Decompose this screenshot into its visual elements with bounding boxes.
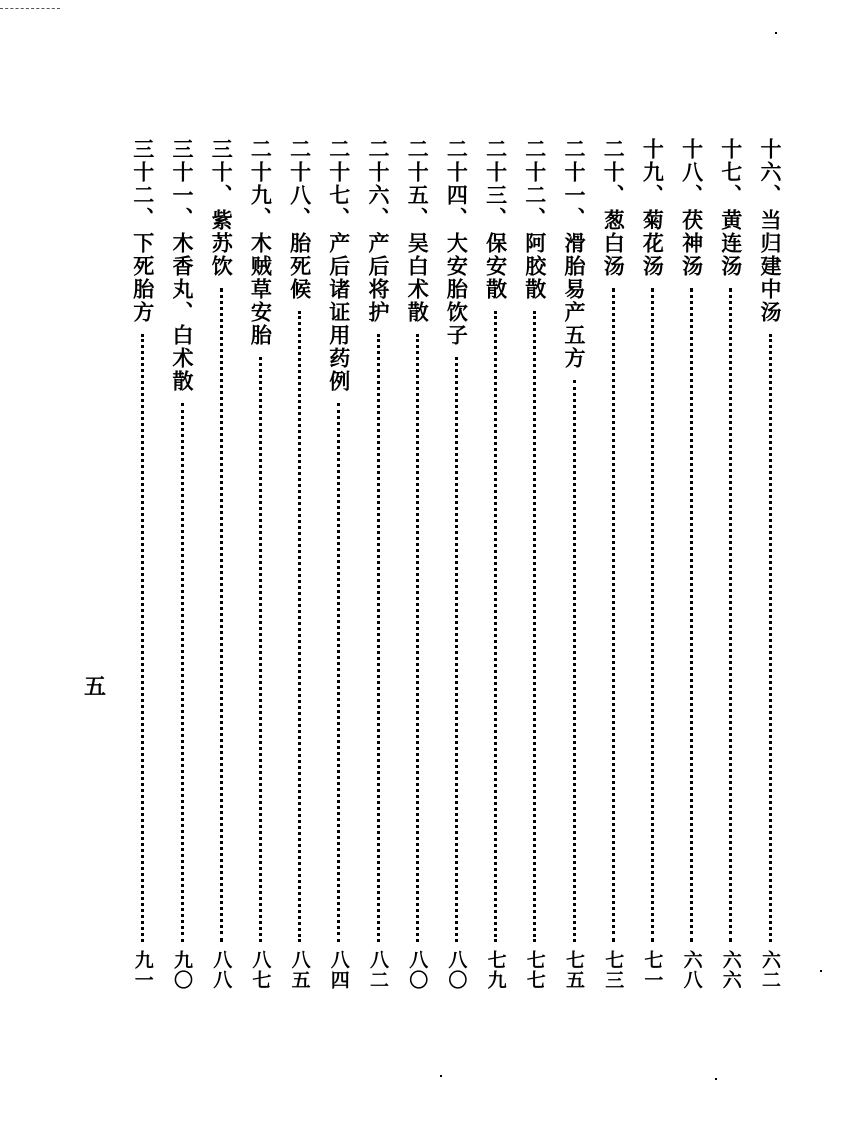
entry-page: 七一: [641, 950, 664, 990]
entry-page: 六八: [680, 950, 703, 990]
scan-speck: [775, 32, 777, 34]
toc-entry: [561, 138, 587, 990]
toc-entry: [169, 138, 195, 990]
entry-title: 大安胎饮子: [444, 232, 470, 347]
dot-leader: [259, 357, 262, 942]
entry-page: 八〇: [406, 950, 429, 990]
dot-leader: [573, 380, 576, 942]
dot-leader: [220, 288, 223, 942]
dot-leader: [455, 357, 458, 942]
dot-leader: [651, 288, 654, 942]
toc-entry: [522, 138, 548, 990]
toc-entry: [718, 138, 744, 990]
dot-leader: [690, 288, 693, 942]
scan-edge-mark: [0, 8, 60, 9]
entry-page: 七七: [523, 950, 546, 990]
entry-title: 当归建中汤: [758, 209, 783, 324]
entry-number: 二十、: [601, 138, 627, 207]
entry-number: 十六、: [758, 138, 783, 207]
scan-speck: [440, 1075, 442, 1077]
entry-page: 六六: [719, 950, 742, 990]
dot-leader: [769, 334, 772, 942]
toc-entry: [130, 138, 156, 990]
dot-leader: [141, 334, 144, 942]
entry-number: 二十九、: [248, 138, 274, 230]
entry-number: 二十八、: [287, 138, 313, 230]
entry-number: 二十六、: [366, 138, 391, 230]
entry-number: 二十三、: [483, 138, 509, 230]
toc-entry: [443, 138, 469, 990]
entry-page: 六二: [759, 950, 781, 990]
entry-title: 保安散: [483, 232, 509, 301]
entry-title: 下死胎方: [130, 232, 156, 324]
entry-page: 九一: [131, 950, 154, 990]
entry-page: 七五: [563, 950, 585, 990]
toc-entry: [247, 138, 273, 990]
entry-title: 滑胎易产五方: [562, 232, 587, 370]
entry-page: 九〇: [171, 950, 193, 990]
entry-page: 八八: [210, 950, 233, 990]
entry-number: 十八、: [679, 138, 705, 207]
entry-page: 八二: [367, 950, 389, 990]
entry-number: 二十四、: [444, 138, 470, 230]
entry-page: 八四: [327, 950, 350, 990]
toc-entry: [483, 138, 509, 990]
entry-number: 二十二、: [522, 138, 548, 230]
entry-title: 葱白汤: [601, 209, 627, 278]
entry-title: 木香丸、白术散: [170, 232, 195, 393]
toc-entry: [404, 138, 430, 990]
toc-entry: [679, 138, 705, 990]
dot-leader: [181, 403, 184, 942]
dot-leader: [377, 334, 380, 942]
entry-title: 茯神汤: [679, 209, 705, 278]
entry-number: 二十一、: [562, 138, 587, 230]
entry-number: 三十二、: [130, 138, 156, 230]
entry-page: 八七: [249, 950, 272, 990]
dot-leader: [298, 311, 301, 942]
entry-number: 二十五、: [405, 138, 431, 230]
dot-leader: [533, 311, 536, 942]
dot-leader: [416, 334, 419, 942]
entry-number: 十九、: [640, 138, 666, 207]
toc-entry: [208, 138, 234, 990]
entry-title: 胎死候: [287, 232, 313, 301]
toc-entry: [639, 138, 665, 990]
entry-number: 三十一、: [170, 138, 195, 230]
scan-speck: [715, 1078, 717, 1080]
toc-entry: [600, 138, 626, 990]
entry-title: 吴白术散: [405, 232, 431, 324]
entry-number: 三十、: [209, 138, 235, 207]
dot-leader: [729, 288, 732, 942]
entry-title: 菊花汤: [640, 209, 666, 278]
entry-page: 七三: [602, 950, 625, 990]
entry-number: 二十七、: [326, 138, 352, 230]
entry-title: 阿胶散: [522, 232, 548, 301]
entry-page: 八五: [288, 950, 311, 990]
dot-leader: [612, 288, 615, 942]
entry-page: 八〇: [445, 950, 468, 990]
scan-speck: [820, 970, 822, 972]
entry-title: 木贼草安胎: [248, 232, 274, 347]
entry-number: 十七、: [718, 138, 744, 207]
toc-entry: [365, 138, 391, 990]
toc-entry: [287, 138, 313, 990]
page-number: 五: [84, 674, 107, 700]
toc-entry: [326, 138, 352, 990]
toc-entry: [757, 138, 783, 990]
entry-title: 产后诸证用药例: [326, 232, 352, 393]
entry-title: 黄连汤: [718, 209, 744, 278]
entry-title: 紫苏饮: [209, 209, 235, 278]
dot-leader: [494, 311, 497, 942]
dot-leader: [337, 403, 340, 942]
entry-title: 产后将护: [366, 232, 391, 324]
entry-page: 七九: [484, 950, 507, 990]
